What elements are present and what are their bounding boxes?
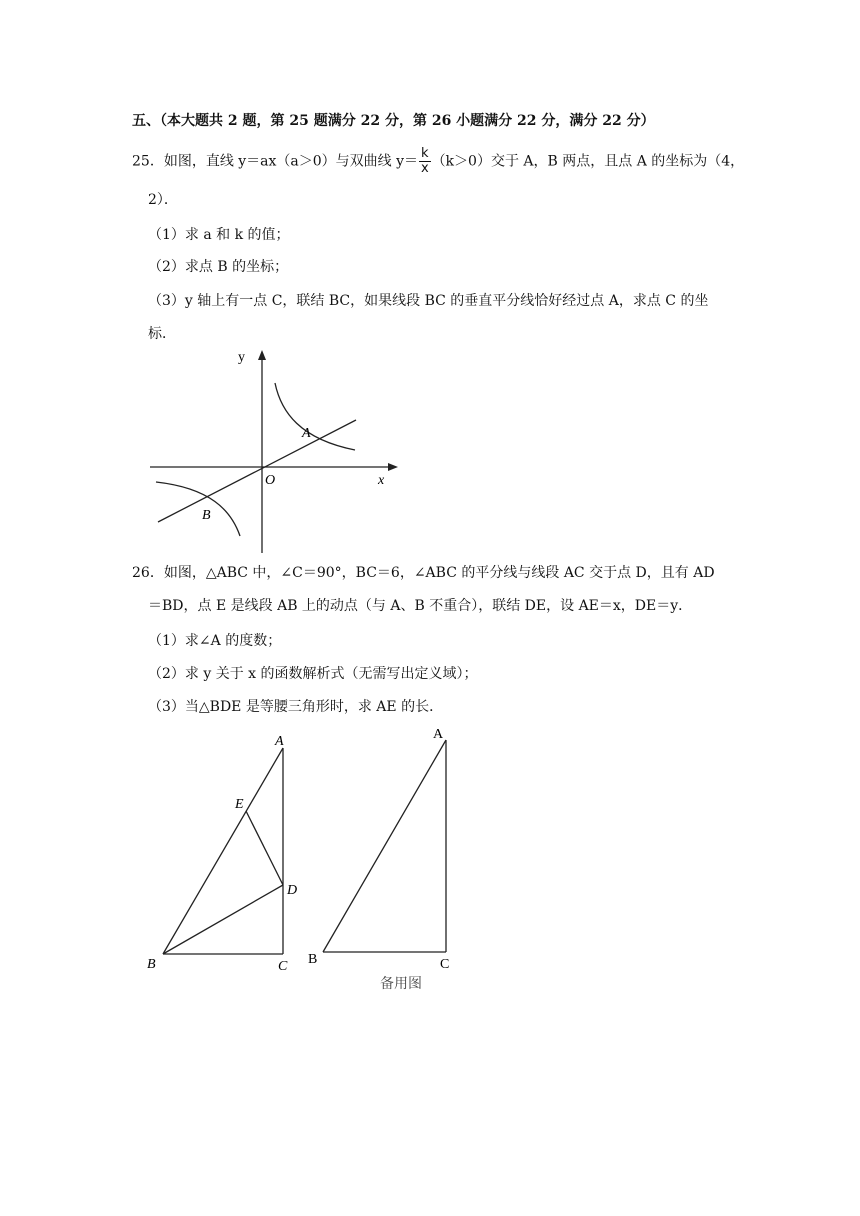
- q25-part3: （3）y 轴上有一点 C，联结 BC，如果线段 BC 的垂直平分线恰好经过点 A，求点 C 的坐: [148, 293, 709, 309]
- q26-stem-continuation: ＝BD，点 E 是线段 AB 上的动点（与 A、B 不重合），联结 DE，设 AE＝x，DE＝y．: [148, 598, 693, 614]
- backup-segment-ab: [323, 740, 446, 952]
- q25-stem-prefix: 25．如图，直线 y＝ax（a＞0）与双曲线 y＝: [132, 153, 419, 170]
- label-a: A: [302, 426, 311, 441]
- q25-part2: （2）求点 B 的坐标；: [148, 259, 289, 275]
- fig1-label-e: E: [235, 797, 244, 812]
- q25-fraction-numerator: k: [421, 146, 429, 161]
- fig2-label-c: C: [440, 957, 450, 972]
- q25-fraction-denominator: x: [420, 161, 429, 176]
- q26-part2: （2）求 y 关于 x 的函数解析式（无需写出定义域）；: [148, 666, 478, 682]
- label-x: x: [378, 473, 385, 488]
- section-title: 五、（本大题共 2 题，第 25 题满分 22 分，第 26 小题满分 22 分，满分 22 分）: [132, 113, 655, 129]
- label-o: O: [265, 473, 276, 488]
- fig1-label-d: D: [287, 883, 298, 898]
- fig1-label-c: C: [278, 959, 288, 974]
- q26-stem: 26．如图，△ABC 中，∠C＝90°，BC＝6，∠ABC 的平分线与线段 AC 交于点 D，且有 AD: [132, 565, 715, 581]
- fig2-label-b: B: [308, 952, 318, 967]
- fig2-caption: 备用图: [380, 977, 422, 992]
- label-b: B: [202, 508, 211, 523]
- q25-stem-suffix: （k＞0）交于 A，B 两点，且点 A 的坐标为（4，: [431, 153, 745, 170]
- q25-part1: （1）求 a 和 k 的值；: [148, 227, 290, 243]
- fig1-label-b: B: [147, 957, 156, 972]
- q26-part1: （1）求∠A 的度数；: [148, 633, 282, 649]
- q25-stem-continuation: 2）．: [148, 192, 178, 208]
- fig1-label-a: A: [275, 734, 284, 749]
- q26-part3: （3）当△BDE 是等腰三角形时，求 AE 的长．: [148, 699, 444, 715]
- label-y: y: [238, 350, 245, 365]
- q25-part3-continuation: 标．: [148, 326, 176, 342]
- fig2-label-a: A: [433, 727, 444, 742]
